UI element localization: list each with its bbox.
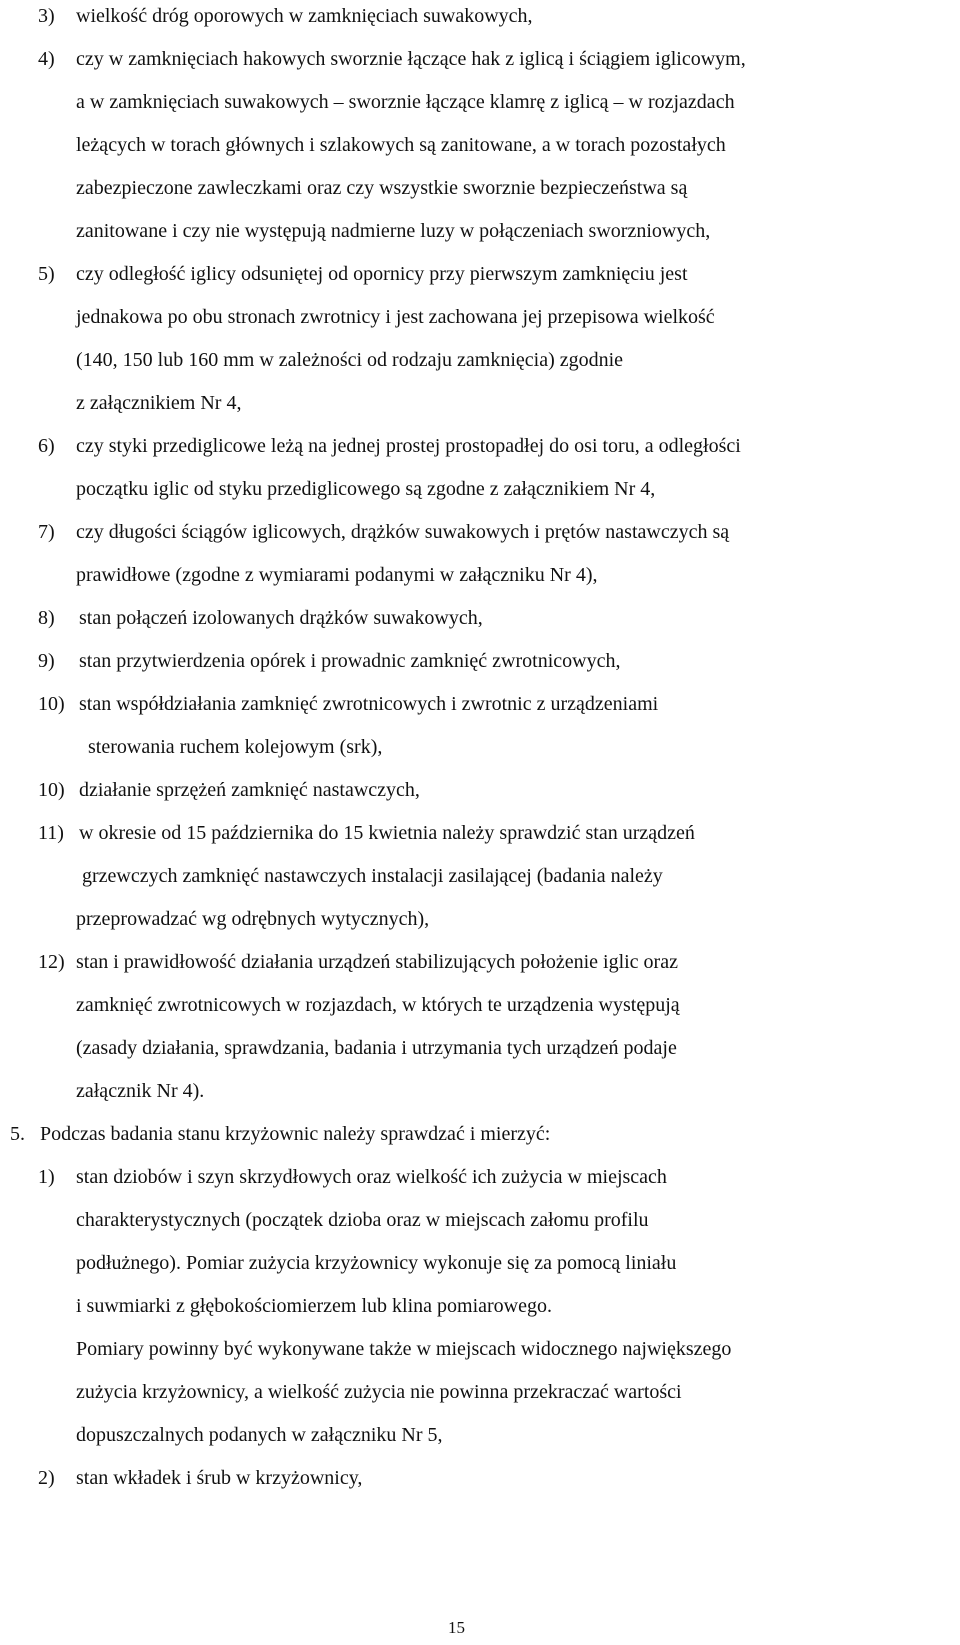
list-item-text-line: podłużnego). Pomiar zużycia krzyżownicy wykonuje się za pomocą liniału bbox=[76, 1252, 677, 1274]
list-item-text-line: Podczas badania stanu krzyżownic należy sprawdzać i mierzyć: bbox=[40, 1123, 551, 1145]
page-number: 15 bbox=[448, 1618, 465, 1637]
list-item-text-line: prawidłowe (zgodne z wymiarami podanymi w załączniku Nr 4), bbox=[76, 564, 598, 586]
list-item-label: 12) bbox=[38, 951, 65, 973]
list-item-text-line: (140, 150 lub 160 mm w zależności od rodzaju zamknięcia) zgodnie bbox=[76, 349, 624, 371]
list-item-text-line: sterowania ruchem kolejowym (srk), bbox=[88, 736, 383, 758]
list-item-text-line: i suwmiarki z głębokościomierzem lub klina pomiarowego. bbox=[76, 1295, 552, 1317]
list-item-text-line: leżących w torach głównych i szlakowych są zanitowane, a w torach pozostałych bbox=[76, 134, 726, 156]
list-item-text-line: dopuszczalnych podanych w załączniku Nr 5, bbox=[76, 1424, 443, 1446]
list-item-label: 7) bbox=[38, 521, 55, 543]
list-item-text-line: a w zamknięciach suwakowych – sworznie łączące klamrę z iglicą – w rozjazdach bbox=[76, 91, 735, 113]
list-item-text-line: działanie sprzężeń zamknięć nastawczych, bbox=[79, 779, 420, 801]
list-item-text-line: stan wkładek i śrub w krzyżownicy, bbox=[76, 1467, 363, 1489]
list-item-text-line: zabezpieczone zawleczkami oraz czy wszystkie sworznie bezpieczeństwa są bbox=[76, 177, 688, 199]
list-item-text-line: czy długości ściągów iglicowych, drążków suwakowych i prętów nastawczych są bbox=[76, 521, 730, 543]
list-item-text-line: czy w zamknięciach hakowych sworznie łączące hak z iglicą i ściągiem iglicowym, bbox=[76, 48, 746, 70]
list-item-text-line: stan współdziałania zamknięć zwrotnicowych i zwrotnic z urządzeniami bbox=[79, 693, 659, 715]
list-item-text-line: stan połączeń izolowanych drążków suwakowych, bbox=[79, 607, 483, 629]
list-item-text-line: stan i prawidłowość działania urządzeń stabilizujących położenie iglic oraz bbox=[76, 951, 678, 973]
list-item-text-line: w okresie od 15 października do 15 kwietnia należy sprawdzić stan urządzeń bbox=[79, 822, 695, 844]
list-item-text-line: zanitowane i czy nie występują nadmierne luzy w połączeniach sworzniowych, bbox=[76, 220, 711, 242]
list-item-label: 1) bbox=[38, 1166, 55, 1188]
list-item-label: 2) bbox=[38, 1467, 55, 1489]
list-item-label: 10) bbox=[38, 693, 65, 715]
list-item-label: 11) bbox=[38, 822, 64, 844]
list-item-text-line: zużycia krzyżownicy, a wielkość zużycia nie powinna przekraczać wartości bbox=[76, 1381, 682, 1403]
list-item-label: 4) bbox=[38, 48, 55, 70]
list-item-text-line: załącznik Nr 4). bbox=[76, 1080, 205, 1102]
list-item-text-line: jednakowa po obu stronach zwrotnicy i jest zachowana jej przepisowa wielkość bbox=[76, 306, 715, 328]
list-item-text-line: wielkość dróg oporowych w zamknięciach suwakowych, bbox=[76, 5, 533, 27]
list-item-text-line: czy odległość iglicy odsuniętej od opornicy przy pierwszym zamknięciu jest bbox=[76, 263, 688, 285]
list-item-label: 9) bbox=[38, 650, 55, 672]
list-item-label: 6) bbox=[38, 435, 55, 457]
list-item-label: 8) bbox=[38, 607, 55, 629]
list-item-label: 3) bbox=[38, 5, 55, 27]
list-item-text-line: charakterystycznych (początek dzioba oraz w miejscach załomu profilu bbox=[76, 1209, 649, 1231]
list-item-text-line: Pomiary powinny być wykonywane także w miejscach widocznego największego bbox=[76, 1338, 732, 1360]
list-item-text-line: z załącznikiem Nr 4, bbox=[76, 392, 242, 414]
list-item-text-line: (zasady działania, sprawdzania, badania i utrzymania tych urządzeń podaje bbox=[76, 1037, 677, 1059]
list-item-text-line: czy styki przediglicowe leżą na jednej prostej prostopadłej do osi toru, a odległości bbox=[76, 435, 741, 457]
list-item-text-line: przeprowadzać wg odrębnych wytycznych), bbox=[76, 908, 430, 930]
list-item-text-line: stan dziobów i szyn skrzydłowych oraz wielkość ich zużycia w miejscach bbox=[76, 1166, 667, 1188]
list-item-text-line: grzewczych zamknięć nastawczych instalacji zasilającej (badania należy bbox=[82, 865, 663, 887]
list-item-text-line: zamknięć zwrotnicowych w rozjazdach, w których te urządzenia występują bbox=[76, 994, 680, 1016]
list-item-text-line: początku iglic od styku przediglicowego są zgodne z załącznikiem Nr 4, bbox=[76, 478, 656, 500]
list-item-text-line: stan przytwierdzenia opórek i prowadnic zamknięć zwrotnicowych, bbox=[79, 650, 621, 672]
list-item-label: 5. bbox=[10, 1123, 25, 1145]
list-item-label: 10) bbox=[38, 779, 65, 801]
list-item-label: 5) bbox=[38, 263, 55, 285]
